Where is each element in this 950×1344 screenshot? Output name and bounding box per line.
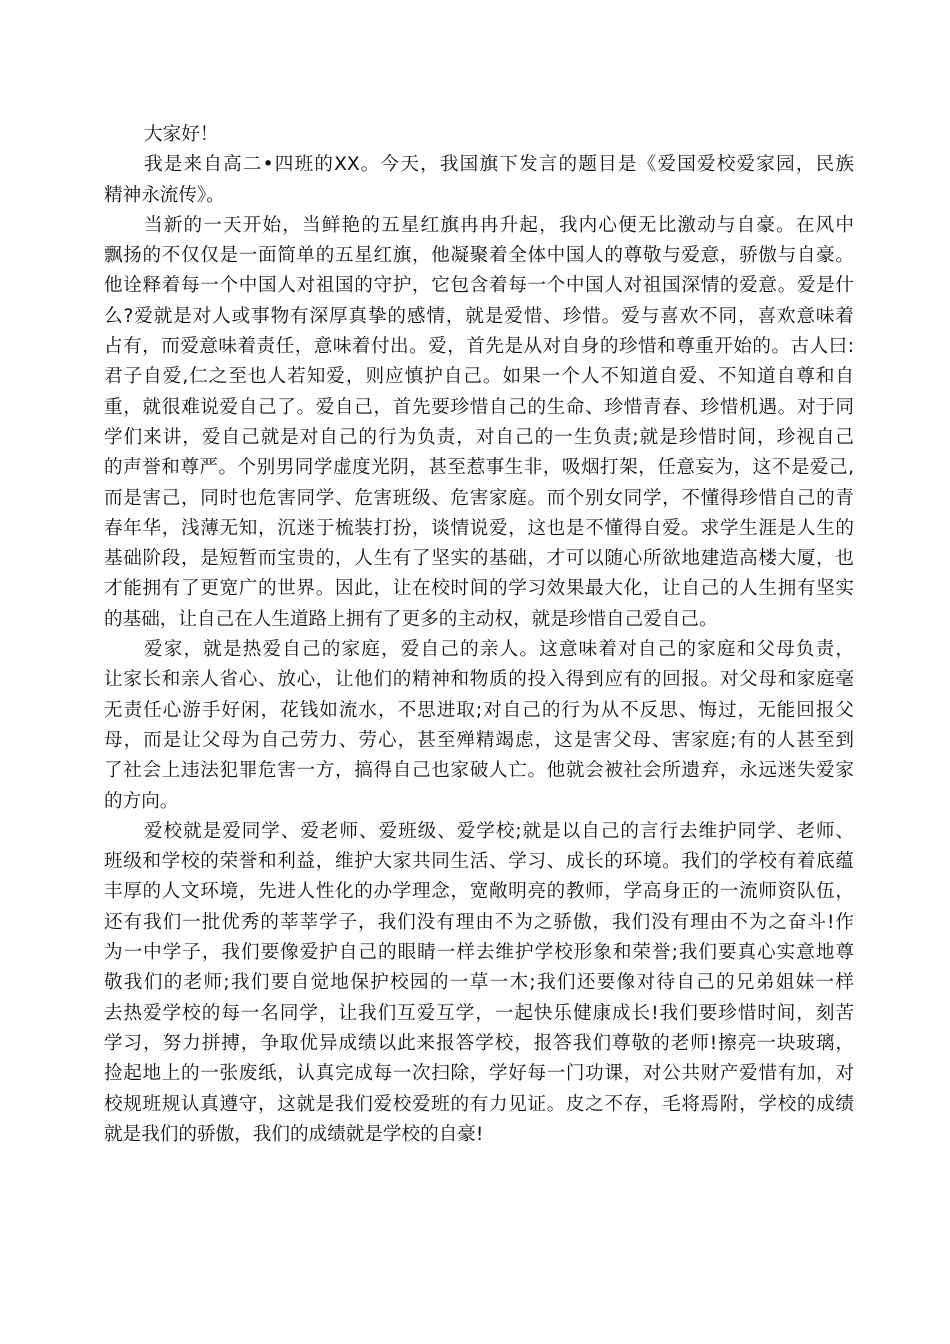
- text-line: 为一中学子，我们要像爱护自己的眼睛一样去维护学校形象和荣誉;我们要真心实意地尊: [104, 942, 854, 964]
- text-line: 让家长和亲人省心、放心，让他们的精神和物质的投入得到应有的回报。对父母和家庭毫: [104, 669, 854, 691]
- text-line: 的声誉和尊严。个别男同学虚度光阴，甚至惹事生非，吸烟打架，任意妄为，这不是爱己,: [104, 457, 854, 479]
- text-line: 捡起地上的一张废纸，认真完成每一次扫除，学好每一门功课，对公共财产爱惜有加，对: [104, 1063, 854, 1085]
- text-line: 的方向。: [104, 790, 179, 812]
- text-line: 就是我们的骄傲，我们的成绩就是学校的自豪!: [104, 1123, 484, 1145]
- text-line: 了社会上违法犯罪危害一方，搞得自己也家破人亡。他就会被社会所遗弃，永远迷失爱家: [104, 760, 854, 782]
- paragraph: [104, 817, 854, 1150]
- text-line: 敬我们的老师;我们要自觉地保护校园的一草一木;我们还要像对待自己的兄弟姐妹一样: [104, 972, 854, 994]
- text-line: 么?爱就是对人或事物有深厚真挚的感情，就是爱惜、珍惜。爱与喜欢不同，喜欢意味着: [104, 305, 854, 327]
- text-line: 大家好！: [144, 124, 219, 145]
- text-line: 精神永流传》。: [104, 184, 225, 206]
- text-line: 他诠释着每一个中国人对祖国的守护，它包含着每一个中国人对祖国深情的爱意。爱是什: [104, 275, 854, 297]
- text-line: 春年华，浅薄无知，沉迷于梳装打扮，谈情说爱，这也是不懂得自爱。求学生涯是人生的: [104, 517, 854, 539]
- text-line: 重，就很难说爱自己了。爱自己，首先要珍惜自己的生命、珍惜青春、珍惜机遇。对于同: [104, 396, 854, 418]
- text-line: 去热爱学校的每一名同学，让我们互爱互学，一起快乐健康成长!我们要珍惜时间，刻苦: [104, 1002, 854, 1024]
- paragraph: [104, 211, 854, 635]
- text-line: 飘扬的不仅仅是一面简单的五星红旗，他凝聚着全体中国人的尊敬与爱意，骄傲与自豪。: [104, 245, 854, 267]
- paragraph: [104, 120, 854, 150]
- text-line: 我是来自高二•四班的XX。今天，我国旗下发言的题目是《爱国爱校爱家园，民族: [144, 154, 854, 176]
- paragraph: [104, 635, 854, 817]
- text-line: 当新的一天开始，当鲜艳的五星红旗冉冉升起，我内心便无比激动与自豪。在风中: [144, 214, 854, 236]
- text-line: 爱校就是爱同学、爱老师、爱班级、爱学校;就是以自己的言行去维护同学、老师、: [144, 820, 854, 842]
- text-line: 班级和学校的荣誉和利益，维护大家共同生活、学习、成长的环境。我们的学校有着底蕴: [104, 851, 854, 873]
- text-line: 而是害己，同时也危害同学、危害班级、危害家庭。而个别女同学，不懂得珍惜自己的青: [104, 487, 854, 509]
- text-line: 才能拥有了更宽广的世界。因此，让在校时间的学习效果最大化，让自己的人生拥有坚实: [104, 578, 854, 600]
- paragraph: [104, 150, 854, 211]
- text-line: 基础阶段，是短暂而宝贵的，人生有了坚实的基础，才可以随心所欲地建造高楼大厦，也: [104, 548, 854, 570]
- text-line: 君子自爱,仁之至也人若知爱，则应慎护自己。如果一个人不知道自爱、不知道自尊和自: [104, 366, 854, 388]
- text-line: 校规班规认真遵守，这就是我们爱校爱班的有力见证。皮之不存，毛将焉附，学校的成绩: [104, 1093, 854, 1115]
- text-line: 丰厚的人文环境，先进人性化的办学理念，宽敞明亮的教师，学高身正的一流师资队伍，: [104, 881, 854, 903]
- text-line: 爱家，就是热爱自己的家庭，爱自己的亲人。这意味着对自己的家庭和父母负责，: [144, 639, 854, 661]
- text-line: 占有，而爱意味着责任，意味着付出。爱，首先是从对自身的珍惜和尊重开始的。古人曰:: [104, 336, 854, 358]
- text-line: 母，而是让父母为自己劳力、劳心，甚至殚精竭虑，这是害父母、害家庭;有的人甚至到: [104, 729, 854, 751]
- text-line: 还有我们一批优秀的莘莘学子，我们没有理由不为之骄傲，我们没有理由不为之奋斗!作: [104, 911, 854, 933]
- text-line: 无责任心游手好闲，花钱如流水，不思进取;对自己的行为从不反思、悔过，无能回报父: [104, 699, 854, 721]
- text-line: 学习，努力拼搏，争取优异成绩以此来报答学校，报答我们尊敬的老师!擦亮一块玻璃，: [104, 1032, 854, 1054]
- text-line: 的基础，让自己在人生道路上拥有了更多的主动权，就是珍惜自己爱自己。: [104, 608, 718, 630]
- text-line: 学们来讲，爱自己就是对自己的行为负责，对自己的一生负责;就是珍惜时间，珍视自己: [104, 426, 854, 448]
- speech-document: [104, 120, 854, 1150]
